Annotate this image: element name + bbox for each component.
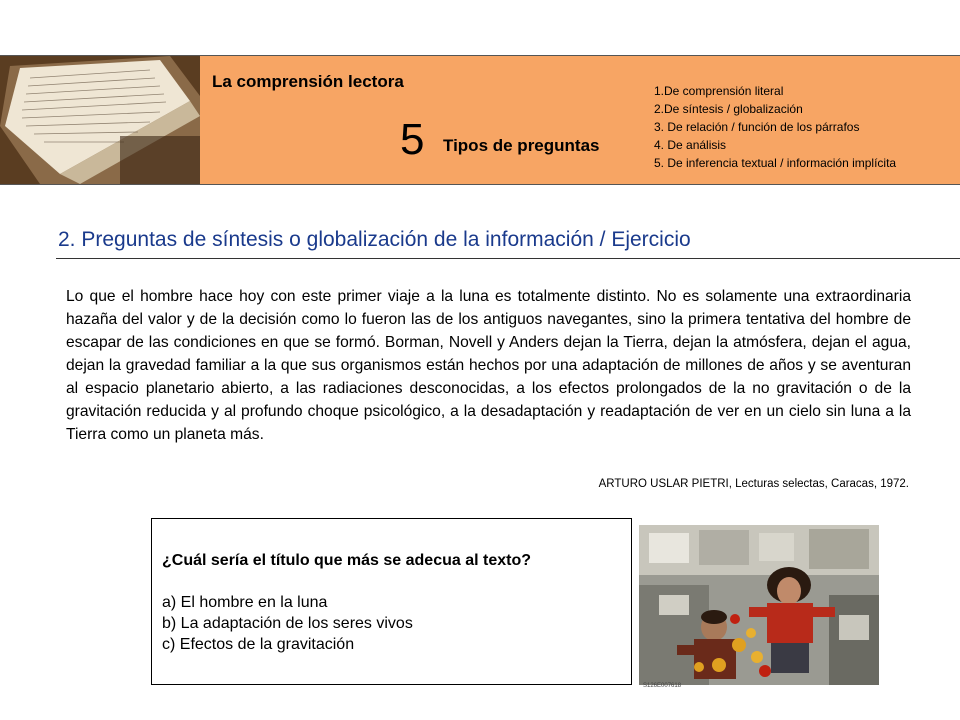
section-title: La comprensión lectora	[212, 72, 404, 91]
type-item: 3. De relación / función de los párrafos	[654, 120, 860, 134]
type-item: 2.De síntesis / globalización	[654, 102, 803, 116]
photo-caption: S126E007618	[643, 683, 682, 689]
question-types-list	[654, 82, 896, 172]
type-item: 5. De inferencia textual / información implícita	[654, 156, 897, 170]
answer-option-b: b) La adaptación de los seres vivos	[162, 615, 413, 632]
type-item: 1.De comprensión literal	[654, 84, 784, 98]
answer-option-c: c) Efectos de la gravitación	[162, 636, 355, 653]
exercise-title: 2. Preguntas de síntesis o globalización de la información / Ejercicio	[58, 228, 691, 251]
header-bottom-rule	[0, 184, 960, 185]
answer-option-a: a) El hombre en la luna	[162, 594, 328, 611]
title-underline	[56, 258, 960, 259]
open-book-photo	[0, 56, 200, 184]
passage-citation: ARTURO USLAR PIETRI, Lecturas selectas, Caracas, 1972.	[598, 478, 909, 490]
type-item: 4. De análisis	[654, 138, 727, 152]
question-box	[151, 518, 632, 685]
chapter-number: 5	[400, 115, 425, 164]
astronauts-photo	[639, 525, 879, 685]
question-text: ¿Cuál sería el título que más se adecua al texto?	[162, 552, 532, 569]
chapter-title: Tipos de preguntas	[443, 136, 600, 155]
reading-passage: Lo que el hombre hace hoy con este primer viaje a la luna es totalmente distinto. No es solamente una extraordinaria hazaña del valor y de la decisión como lo fueron las de los antiguos navegantes, sino la primera tentativa del hombre de escapar de las condiciones en que se formó. Borman, Novell y Anders dejan la Tierra, dejan la atmósfera, dejan el agua, dejan la gravedad familiar a la que sus organismos están hechos por una adaptación de millones de años y se aventuran al espacio planetario abierto, a las radiaciones desconocidas, a los efectos prolongados de la no gravitación o de la gravitación reducida y al profundo choque psicológico, a la desadaptación y readaptación de ver en un cielo sin luna a la Tierra como un planeta más.	[66, 288, 911, 443]
